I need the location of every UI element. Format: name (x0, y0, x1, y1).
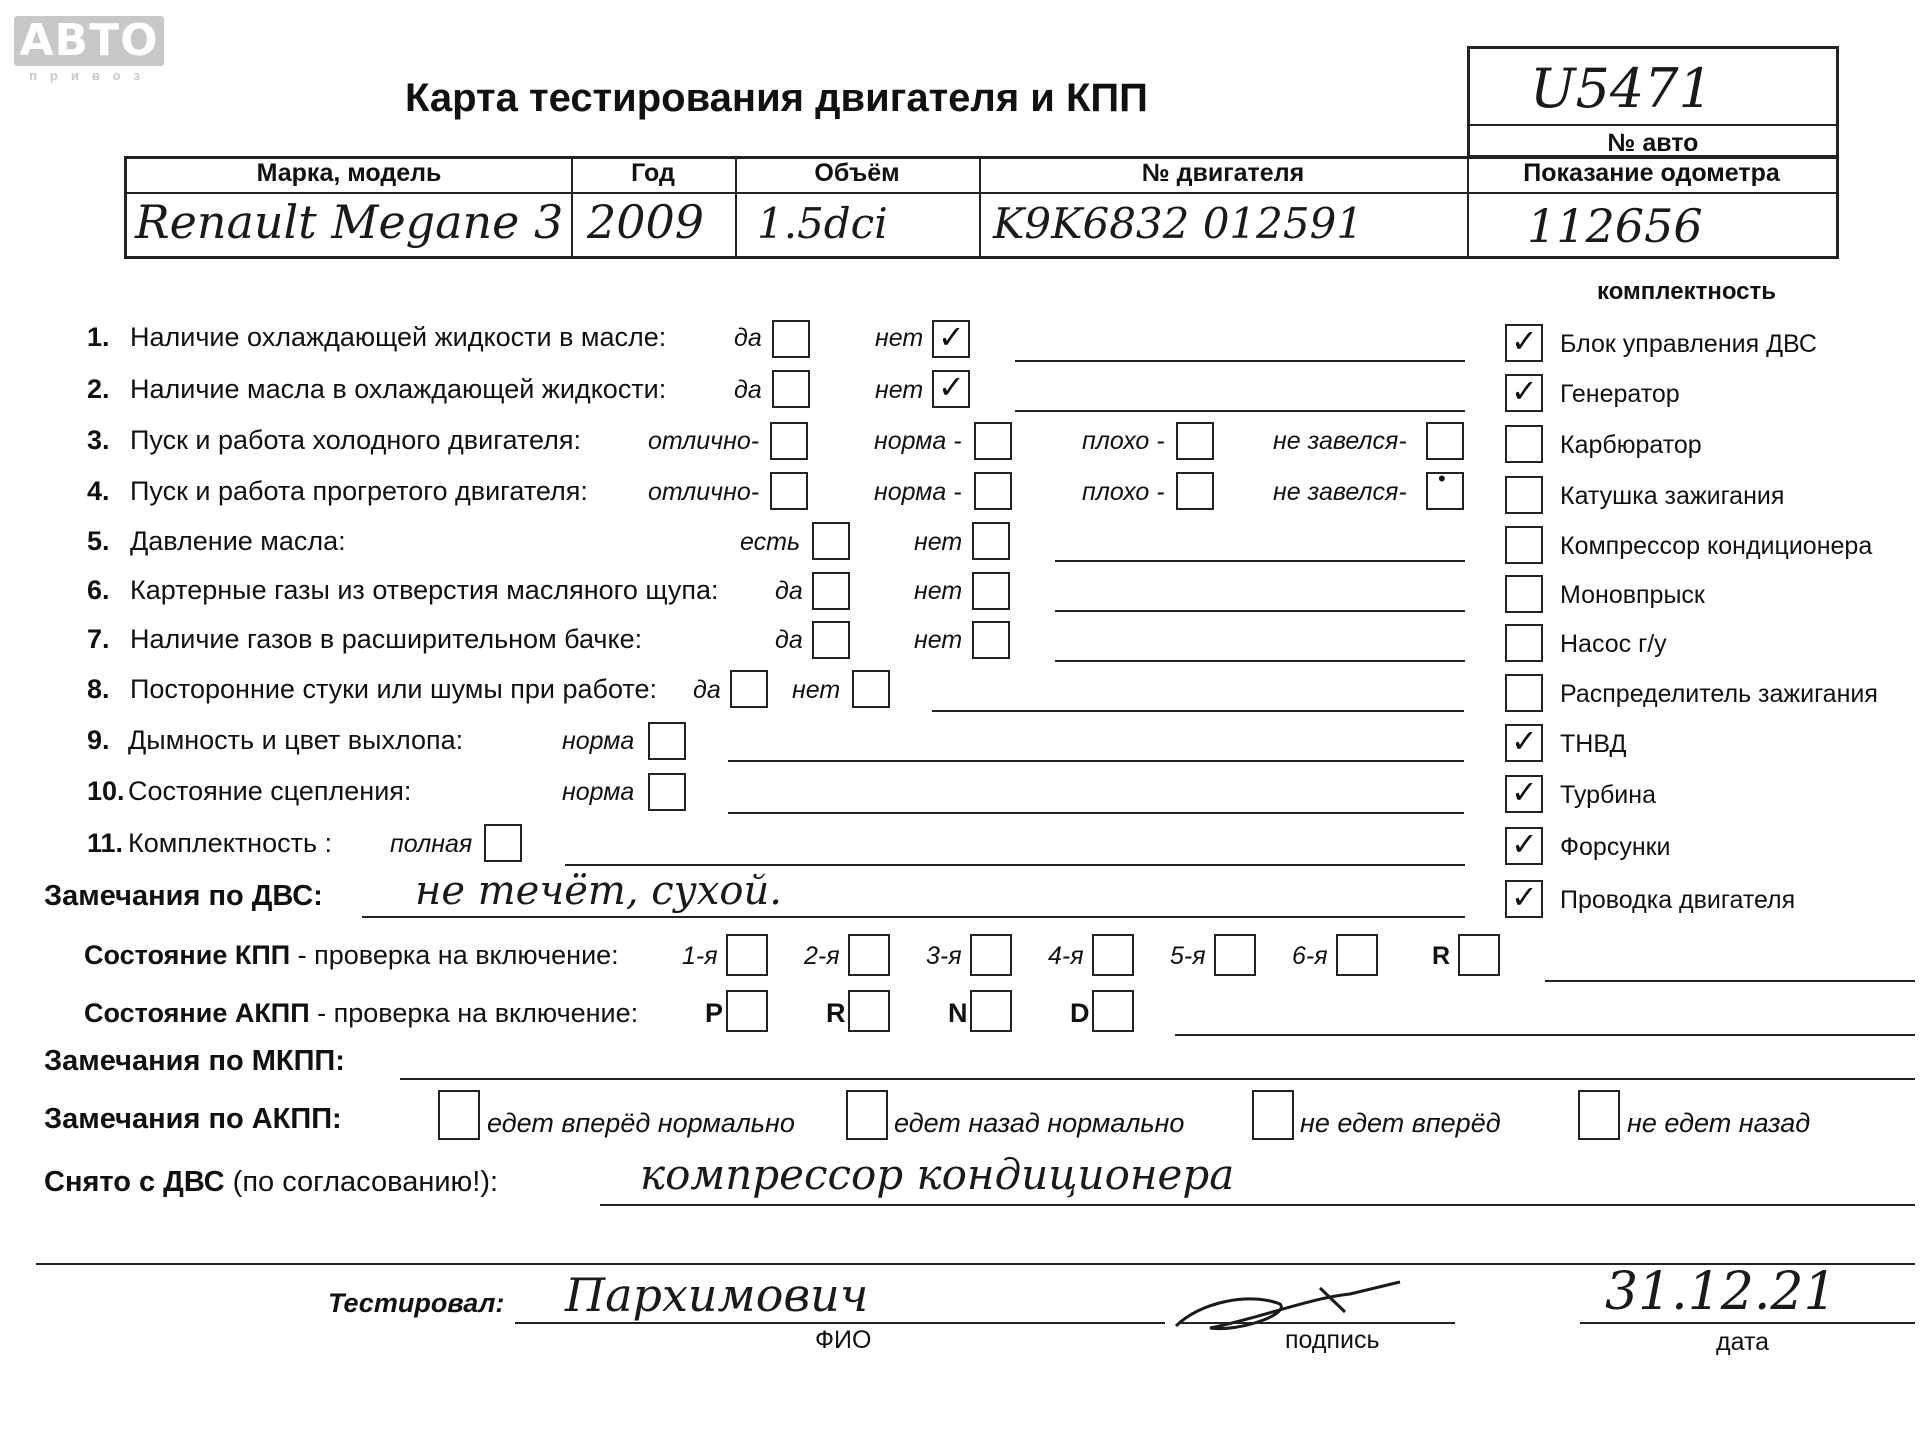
component-checkbox-injection-pump[interactable] (1505, 724, 1543, 762)
tested-by-label: Тестировал: (328, 1288, 505, 1318)
item-5-present-label: есть (740, 528, 801, 556)
item-5-note-line (1055, 560, 1465, 562)
component-label-generator: Генератор (1560, 380, 1680, 408)
ice-remarks-line (362, 916, 1465, 918)
component-label-engine-wiring: Проводка двигателя (1560, 886, 1796, 914)
item-8-yes-label: да (693, 676, 721, 704)
mkpp-remarks-line (400, 1078, 1915, 1080)
gear-5-label: 5-я (1170, 942, 1206, 970)
item-6-text: Картерные газы из отверстия масляного щупа: (130, 575, 719, 605)
value-make-model: Renault Megane 3 (135, 195, 564, 249)
test-date-caption: дата (1716, 1328, 1770, 1356)
component-checkbox-power-steering-pump[interactable] (1505, 624, 1543, 662)
item-8-no-label: нет (792, 676, 841, 704)
component-checkbox-generator[interactable] (1505, 374, 1543, 412)
item-4-normal-checkbox[interactable] (974, 472, 1012, 510)
component-checkbox-ignition-coil[interactable] (1505, 476, 1543, 514)
item-2-no-checkbox[interactable] (932, 370, 970, 408)
item-4-not-started-label: не завелся- (1273, 478, 1407, 506)
vehicle-number-divider (1470, 124, 1836, 126)
item-5-number: 5. (87, 526, 110, 556)
vehicle-number-value: U5471 (1530, 57, 1713, 120)
logo: АВТО (14, 16, 164, 66)
item-4-bad-checkbox[interactable] (1176, 472, 1214, 510)
akpp-mode-p-label: P (705, 998, 724, 1028)
value-engine-no: K9K6832 012591 (993, 199, 1364, 248)
header-year: Год (631, 159, 675, 187)
component-label-ac-compressor: Компрессор кондиционера (1560, 532, 1873, 560)
gear-4-label: 4-я (1048, 942, 1084, 970)
item-7-yes-label: да (775, 626, 803, 654)
item-4-number: 4. (87, 476, 110, 506)
item-7-number: 7. (87, 624, 110, 654)
component-label-ignition-coil: Катушка зажигания (1560, 482, 1785, 510)
item-6-note-line (1055, 610, 1465, 612)
item-11-text: Комплектность : (128, 828, 333, 858)
item-10-text: Состояние сцепления: (128, 776, 412, 806)
component-checkbox-turbine[interactable] (1505, 775, 1543, 813)
gear-6-checkbox[interactable] (1336, 934, 1378, 976)
item-8-yes-checkbox[interactable] (730, 670, 768, 708)
component-label-ecu: Блок управления ДВС (1560, 330, 1817, 358)
item-8-no-checkbox[interactable] (852, 670, 890, 708)
akpp-label: Состояние АКПП - проверка на включение: (84, 998, 639, 1028)
gear-1-label: 1-я (682, 942, 718, 970)
item-3-bad-checkbox[interactable] (1176, 422, 1214, 460)
item-6-no-checkbox[interactable] (972, 572, 1010, 610)
item-4-text: Пуск и работа прогретого двигателя: (130, 476, 588, 506)
akpp-remarks-label: Замечания по АКПП: (44, 1103, 342, 1135)
vehicle-info-table (124, 156, 1839, 259)
kpp-note-line (1545, 980, 1915, 982)
signature-line (1180, 1322, 1455, 1324)
component-label-power-steering-pump: Насос г/у (1560, 630, 1667, 658)
item-10-normal-label: норма (562, 778, 635, 806)
akpp-mode-r-checkbox[interactable] (848, 990, 890, 1032)
akpp-no-forward-checkbox[interactable] (1252, 1090, 1294, 1140)
signature-caption: подпись (1285, 1326, 1380, 1354)
akpp-mode-d-checkbox[interactable] (1092, 990, 1134, 1032)
item-11-number: 11. (87, 828, 124, 858)
gear-3-label: 3-я (926, 942, 962, 970)
item-7-note-line (1055, 660, 1465, 662)
item-5-no-checkbox[interactable] (972, 522, 1010, 560)
value-volume: 1.5dci (757, 199, 888, 248)
item-3-normal-label: норма - (874, 427, 962, 455)
removed-line (600, 1204, 1915, 1206)
item-2-text: Наличие масла в охлаждающей жидкости: (130, 374, 667, 404)
test-date-line (1580, 1322, 1915, 1324)
akpp-note-line (1175, 1034, 1915, 1036)
akpp-no-forward-label: не едет вперёд (1300, 1108, 1501, 1138)
component-checkbox-injectors[interactable] (1505, 827, 1543, 865)
component-checkbox-carburetor[interactable] (1505, 425, 1543, 463)
gear-2-checkbox[interactable] (848, 934, 890, 976)
item-2-note-line (1015, 410, 1465, 412)
completeness-title: комплектность (1597, 278, 1777, 305)
akpp-mode-r-label: R (826, 998, 846, 1028)
item-9-number: 9. (87, 725, 110, 755)
item-3-normal-checkbox[interactable] (974, 422, 1012, 460)
item-6-yes-checkbox[interactable] (812, 572, 850, 610)
item-7-no-label: нет (914, 626, 963, 654)
gear-1-checkbox[interactable] (726, 934, 768, 976)
item-8-note-line (932, 710, 1464, 712)
gear-r-checkbox[interactable] (1458, 934, 1500, 976)
tester-name-line (515, 1322, 1165, 1324)
item-5-present-checkbox[interactable] (812, 522, 850, 560)
component-label-injection-pump: ТНВД (1560, 730, 1627, 758)
item-9-note-line (728, 760, 1464, 762)
gear-5-checkbox[interactable] (1214, 934, 1256, 976)
item-1-yes-checkbox[interactable] (772, 320, 810, 358)
component-label-turbine: Турбина (1560, 781, 1656, 809)
item-3-excellent-checkbox[interactable] (770, 422, 808, 460)
item-10-normal-checkbox[interactable] (648, 773, 686, 811)
item-1-text: Наличие охлаждающей жидкости в масле: (130, 322, 667, 352)
item-8-text: Посторонние стуки или шумы при работе: (130, 674, 657, 704)
item-3-excellent-label: отлично- (648, 427, 760, 455)
item-4-not-started-checkbox[interactable] (1426, 472, 1464, 510)
akpp-backward-ok-checkbox[interactable] (846, 1090, 888, 1140)
logo-subtitle: привоз (29, 68, 153, 83)
header-odometer: Показание одометра (1523, 159, 1780, 187)
item-1-number: 1. (87, 322, 110, 352)
item-4-bad-label: плохо - (1082, 478, 1165, 506)
gear-6-label: 6-я (1292, 942, 1328, 970)
item-3-text: Пуск и работа холодного двигателя: (130, 425, 581, 455)
value-year: 2009 (587, 195, 705, 249)
table-header-divider (127, 192, 1836, 194)
item-2-no-label: нет (875, 376, 924, 404)
value-odometer: 112656 (1527, 199, 1703, 253)
gear-2-label: 2-я (804, 942, 840, 970)
akpp-mode-n-label: N (948, 998, 968, 1028)
item-1-note-line (1015, 360, 1465, 362)
component-label-carburetor: Карбюратор (1560, 431, 1702, 459)
component-label-distributor: Распределитель зажигания (1560, 680, 1878, 708)
akpp-forward-ok-label: едет вперёд нормально (487, 1108, 795, 1138)
item-5-no-label: нет (914, 528, 963, 556)
item-4-excellent-label: отлично- (648, 478, 760, 506)
vehicle-number-box (1467, 46, 1839, 158)
gear-4-checkbox[interactable] (1092, 934, 1134, 976)
item-1-no-label: нет (875, 324, 924, 352)
akpp-no-backward-checkbox[interactable] (1578, 1090, 1620, 1140)
item-1-yes-label: да (734, 324, 762, 352)
akpp-backward-ok-label: едет назад нормально (894, 1108, 1185, 1138)
tester-name-value: Пархимович (565, 1268, 869, 1322)
item-10-note-line (728, 812, 1464, 814)
item-2-yes-label: да (734, 376, 762, 404)
header-volume: Объём (814, 159, 900, 187)
akpp-mode-p-checkbox[interactable] (726, 990, 768, 1032)
item-7-yes-checkbox[interactable] (812, 621, 850, 659)
removed-value: компрессор кондиционера (640, 1150, 1235, 1199)
page-title: Карта тестирования двигателя и КПП (405, 76, 1148, 120)
item-10-number: 10. (87, 776, 125, 806)
item-3-not-started-label: не завелся- (1273, 427, 1407, 455)
akpp-mode-n-checkbox[interactable] (970, 990, 1012, 1032)
removed-label: Снято с ДВС (по согласованию!): (44, 1166, 499, 1198)
item-8-number: 8. (87, 674, 110, 704)
vehicle-number-label: № авто (1607, 129, 1699, 157)
component-checkbox-ac-compressor[interactable] (1505, 526, 1543, 564)
component-checkbox-engine-wiring[interactable] (1505, 880, 1543, 918)
test-date-value: 31.12.21 (1605, 1262, 1837, 1322)
item-6-yes-label: да (775, 577, 803, 605)
item-9-normal-label: норма (562, 727, 635, 755)
component-checkbox-ecu[interactable] (1505, 324, 1543, 362)
item-2-yes-checkbox[interactable] (772, 370, 810, 408)
item-3-number: 3. (87, 425, 110, 455)
kpp-label: Состояние КПП - проверка на включение: (84, 940, 619, 970)
component-label-injectors: Форсунки (1560, 833, 1671, 861)
item-4-normal-label: норма - (874, 478, 962, 506)
tester-name-caption: ФИО (815, 1326, 872, 1354)
item-1-no-checkbox[interactable] (932, 320, 970, 358)
component-checkbox-distributor[interactable] (1505, 674, 1543, 712)
item-4-excellent-checkbox[interactable] (770, 472, 808, 510)
header-engine-no: № двигателя (1141, 159, 1305, 187)
ice-remarks-label: Замечания по ДВС: (44, 880, 323, 912)
item-7-text: Наличие газов в расширительном бачке: (130, 624, 643, 654)
item-11-full-label: полная (390, 830, 473, 858)
mkpp-remarks-label: Замечания по МКПП: (44, 1045, 345, 1077)
item-11-note-line (565, 864, 1465, 866)
item-7-no-checkbox[interactable] (972, 621, 1010, 659)
item-9-normal-checkbox[interactable] (648, 722, 686, 760)
gear-r-label: R (1432, 942, 1451, 970)
item-11-full-checkbox[interactable] (484, 824, 522, 862)
header-make-model: Марка, модель (256, 159, 442, 187)
item-6-no-label: нет (914, 577, 963, 605)
item-3-not-started-checkbox[interactable] (1426, 422, 1464, 460)
akpp-no-backward-label: не едет назад (1627, 1108, 1811, 1138)
component-checkbox-mono-injection[interactable] (1505, 575, 1543, 613)
item-6-number: 6. (87, 575, 110, 605)
item-9-text: Дымность и цвет выхлопа: (128, 725, 464, 755)
gear-3-checkbox[interactable] (970, 934, 1012, 976)
akpp-mode-d-label: D (1070, 998, 1090, 1028)
component-label-mono-injection: Моновпрыск (1560, 581, 1705, 609)
ice-remarks-value: не течёт, сухой. (415, 868, 782, 914)
akpp-forward-ok-checkbox[interactable] (438, 1090, 480, 1140)
item-3-bad-label: плохо - (1082, 427, 1165, 455)
item-5-text: Давление масла: (130, 526, 346, 556)
item-2-number: 2. (87, 374, 110, 404)
